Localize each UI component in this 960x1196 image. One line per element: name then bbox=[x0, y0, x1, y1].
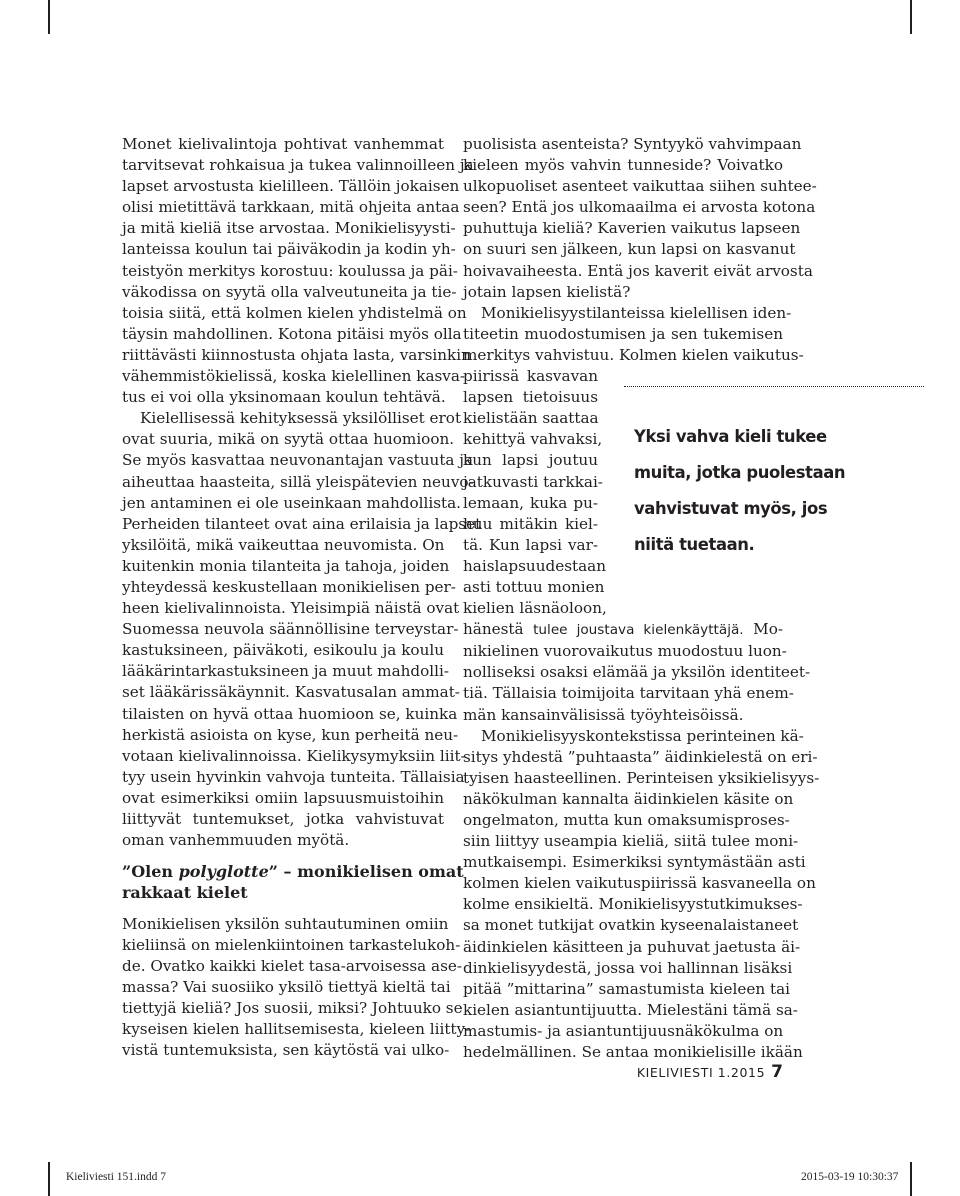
text-line: ulkopuoliset asenteet vaikuttaa siihen suhtee- bbox=[463, 177, 817, 196]
text-line: ovat esimerkiksi omiin lapsuusmuistoihin bbox=[122, 788, 444, 807]
sans-fragment: tulee joustava kielenkäyttäjä. bbox=[533, 622, 744, 639]
text-line: aiheuttaa haasteita, sillä yleispätevien neuvo- bbox=[122, 472, 474, 491]
text-line: kieliinsä on mielenkiintoinen tarkastelukoh- bbox=[122, 935, 461, 954]
text-line: yhteydessä keskustellaan monikielisen per- bbox=[122, 577, 456, 596]
text-line: hoivavaiheesta. Entä jos kaverit eivät arvosta bbox=[463, 261, 813, 280]
right-column bbox=[463, 134, 820, 1063]
text-line: tus ei voi olla yksinomaan koulun tehtävä. bbox=[122, 388, 446, 407]
pull-quote-rule bbox=[624, 386, 924, 387]
page-number: 7 bbox=[771, 1062, 783, 1082]
text-line: Suomessa neuvola säännöllisine terveystar- bbox=[122, 620, 459, 639]
text-line: teistyön merkitys korostuu: koulussa ja päi- bbox=[122, 261, 458, 280]
text-line: toisia siitä, että kolmen kielen yhdistelmä on bbox=[122, 303, 467, 322]
text-line: nolliseksi osaksi elämää ja yksilön identiteet- bbox=[463, 663, 811, 682]
text-line: titeetin muodostumisen ja sen tukemisen bbox=[463, 324, 783, 343]
print-slug-filename: Kieliviesti 151.indd 7 bbox=[66, 1171, 166, 1183]
paragraph bbox=[463, 641, 811, 725]
pull-quote-line: muita, jotka puolestaan bbox=[634, 463, 846, 482]
text-line: kielistään saattaa bbox=[463, 409, 599, 428]
pull-quote-line: Yksi vahva kieli tukee bbox=[634, 427, 827, 446]
text-fragment: Mo- bbox=[743, 620, 783, 639]
text-line: lapsen tietoisuus bbox=[463, 388, 598, 407]
text-line: Monikielisyystilanteissa kielellisen iden- bbox=[481, 303, 792, 322]
text-line: jatkuvasti tarkkai- bbox=[463, 472, 603, 491]
text-line: yksilöitä, mikä vaikeuttaa neuvomista. On bbox=[122, 535, 445, 554]
text-line: piirissä kasvavan bbox=[463, 367, 598, 386]
crop-mark-top-left bbox=[48, 0, 50, 34]
text-line: vistä tuntemuksista, sen käytöstä vai ulko- bbox=[122, 1041, 450, 1060]
text-line: vähemmistökielissä, koska kielellinen kasva- bbox=[122, 367, 466, 386]
paragraph bbox=[122, 914, 471, 1062]
text-line: kehittyä vahvaksi, bbox=[463, 430, 603, 449]
text-line: sitys yhdestä ”puhtaasta” äidinkielestä on eri- bbox=[463, 747, 818, 766]
text-line bbox=[463, 619, 783, 641]
text-line: ongelmaton, mutta kun omaksumisproses- bbox=[463, 811, 790, 829]
pull-quote-line: vahvistuvat myös, jos bbox=[634, 499, 828, 518]
text-line: kielien läsnäoloon, bbox=[463, 599, 607, 618]
text-line: herkistä asioista on kyse, kun perheitä neu- bbox=[122, 725, 459, 744]
text-line: täysin mahdollinen. Kotona pitäisi myös olla bbox=[122, 324, 462, 343]
text-line: lapset arvostusta kielilleen. Tällöin jokaisen bbox=[122, 177, 460, 196]
text-line: Monikielisen yksilön suhtautuminen omiin bbox=[122, 914, 449, 933]
paragraph bbox=[122, 408, 482, 851]
text-line: tilaisten on hyvä ottaa huomioon se, kuinka bbox=[122, 704, 458, 723]
magazine-issue-label: KIELIVIESTI 1.2015 bbox=[636, 1065, 766, 1080]
page-footer bbox=[600, 1062, 783, 1082]
text-line: pitää ”mittarina” samastumista kieleen tai bbox=[463, 979, 790, 998]
text-line: kastuksineen, päiväkoti, esikoulu ja koulu bbox=[122, 641, 444, 660]
paragraph bbox=[463, 726, 820, 1064]
paragraph bbox=[463, 366, 607, 619]
text-line: merkitys vahvistuu. Kolmen kielen vaikutus- bbox=[463, 345, 804, 364]
narrow-text-block bbox=[463, 366, 607, 619]
text-line: nikielinen vuorovaikutus muodostuu luon- bbox=[463, 642, 787, 661]
text-line: sa monet tutkijat ovatkin kyseenalaistaneet bbox=[463, 916, 799, 935]
text-line: heen kielivalinnoista. Yleisimpiä näistä ovat bbox=[122, 599, 460, 618]
crop-mark-top-right bbox=[910, 0, 912, 34]
text-line: kyseisen kielen hallitsemisesta, kieleen liitty- bbox=[122, 1020, 471, 1039]
text-line: Perheiden tilanteet ovat aina erilaisia ja lapset bbox=[122, 514, 482, 533]
text-line: Monet kielivalintoja pohtivat vanhemmat bbox=[122, 135, 444, 153]
text-line: olisi mietittävä tarkkaan, mitä ohjeita antaa bbox=[122, 198, 460, 217]
text-line: kolmen kielen vaikutuspiirissä kasvaneella on bbox=[463, 874, 816, 893]
text-fragment: hänestä bbox=[463, 620, 534, 639]
paragraph bbox=[122, 134, 474, 408]
text-line: de. Ovatko kaikki kielet tasa-arvoisessa ase- bbox=[122, 956, 463, 975]
text-line: väkodissa on syytä olla valveutuneita ja tie- bbox=[122, 282, 457, 301]
text-line: näkökulman kannalta äidinkielen käsite on bbox=[463, 789, 794, 808]
text-line: hedelmällinen. Se antaa monikielisille ikään bbox=[463, 1043, 803, 1062]
text-line: riittävästi kiinnostusta ohjata lasta, varsinkin bbox=[122, 345, 471, 364]
print-slug-timestamp: 2015-03-19 10:30:37 bbox=[801, 1171, 899, 1183]
text-line: kieleen myös vahvin tunneside? Voivatko bbox=[463, 156, 783, 175]
text-line: tiä. Tällaisia toimijoita tarvitaan yhä enem- bbox=[463, 684, 794, 703]
crop-mark-bottom-left bbox=[48, 1162, 50, 1196]
text-line: siin liittyy useampia kieliä, siitä tulee moni- bbox=[463, 832, 799, 851]
pull-quote bbox=[624, 386, 924, 563]
text-line: kielen asiantuntijuutta. Mielestäni tämä sa- bbox=[463, 1000, 798, 1019]
text-line: tyy usein hyvinkin vahvoja tunteita. Tällaisia bbox=[122, 767, 465, 786]
pull-quote-line: niitä tuetaan. bbox=[634, 535, 755, 554]
text-line: on suuri sen jälkeen, kun lapsi on kasvanut bbox=[463, 240, 796, 259]
text-line: ovat suuria, mikä on syytä ottaa huomioon. bbox=[122, 430, 455, 449]
text-line: puhuttuja kieliä? Kaverien vaikutus lapseen bbox=[463, 219, 801, 238]
paragraph bbox=[463, 134, 817, 303]
text-line: oman vanhemmuuden myötä. bbox=[122, 831, 350, 850]
pull-quote-text bbox=[624, 419, 924, 563]
text-line: tarvitsevat rohkaisua ja tukea valinnoilleen ja bbox=[122, 156, 474, 175]
text-line: jotain lapsen kielistä? bbox=[463, 282, 631, 301]
paragraph bbox=[463, 303, 804, 366]
text-line: kolme ensikieltä. Monikielisyystutkimukses- bbox=[463, 895, 803, 914]
crop-mark-bottom-right bbox=[910, 1162, 912, 1196]
text-line: Monikielisyyskontekstissa perinteinen kä- bbox=[481, 726, 804, 745]
text-line: huu mitäkin kiel- bbox=[463, 514, 598, 533]
heading-line: ”Olen polyglotte” – monikielisen omat bbox=[122, 862, 464, 882]
text-line: dinkielisyydestä, jossa voi hallinnan lisäksi bbox=[463, 958, 793, 977]
text-line: seen? Entä jos ulkomaailma ei arvosta kotona bbox=[463, 198, 816, 217]
text-line: mastumis- ja asiantuntijuusnäkökulma on bbox=[463, 1021, 784, 1040]
text-line: massa? Vai suosiiko yksilö tiettyä kieltä tai bbox=[122, 977, 451, 996]
text-line: tyisen haasteellinen. Perinteisen yksikielisyys- bbox=[463, 768, 820, 787]
text-line: äidinkielen käsitteen ja puhuvat jaetusta äi- bbox=[463, 937, 801, 956]
text-line: lääkärintarkastuksineen ja muut mahdolli- bbox=[122, 662, 449, 681]
text-line: Kielellisessä kehityksessä yksilölliset erot bbox=[140, 409, 462, 428]
text-line: mutkaisempi. Esimerkiksi syntymästään asti bbox=[463, 853, 806, 872]
text-line: puolisista asenteista? Syntyykö vahvimpaan bbox=[463, 135, 802, 153]
text-line: asti tottuu monien bbox=[463, 577, 605, 596]
text-line: Se myös kasvattaa neuvonantajan vastuuta ja bbox=[122, 451, 474, 470]
section-heading bbox=[122, 861, 464, 903]
text-line: votaan kielivalinnoissa. Kielikysymyksiin liit- bbox=[122, 746, 466, 765]
text-line: tiettyjä kieliä? Jos suosii, miksi? Johtuuko se bbox=[122, 999, 463, 1018]
text-line: kuitenkin monia tilanteita ja tahoja, joiden bbox=[122, 556, 450, 575]
text-line: liittyvät tuntemukset, jotka vahvistuvat bbox=[122, 810, 444, 828]
text-line: kun lapsi joutuu bbox=[463, 451, 598, 470]
text-line: set lääkärissäkäynnit. Kasvatusalan ammat- bbox=[122, 683, 460, 702]
text-line: tä. Kun lapsi var- bbox=[463, 535, 598, 554]
heading-line: rakkaat kielet bbox=[122, 883, 248, 903]
text-line: jen antaminen ei ole useinkaan mahdollista. bbox=[122, 493, 462, 512]
text-line: lanteissa koulun tai päiväkodin ja kodin yh- bbox=[122, 240, 456, 259]
left-column bbox=[122, 134, 482, 1061]
italic-word: polyglotte bbox=[178, 862, 269, 882]
text-line: män kansainvälisissä työyhteisöissä. bbox=[463, 705, 744, 724]
text-line: lemaan, kuka pu- bbox=[463, 493, 598, 512]
text-line: haislapsuudestaan bbox=[463, 556, 606, 575]
text-line: ja mitä kieliä itse arvostaa. Monikielisyysti- bbox=[122, 219, 456, 238]
